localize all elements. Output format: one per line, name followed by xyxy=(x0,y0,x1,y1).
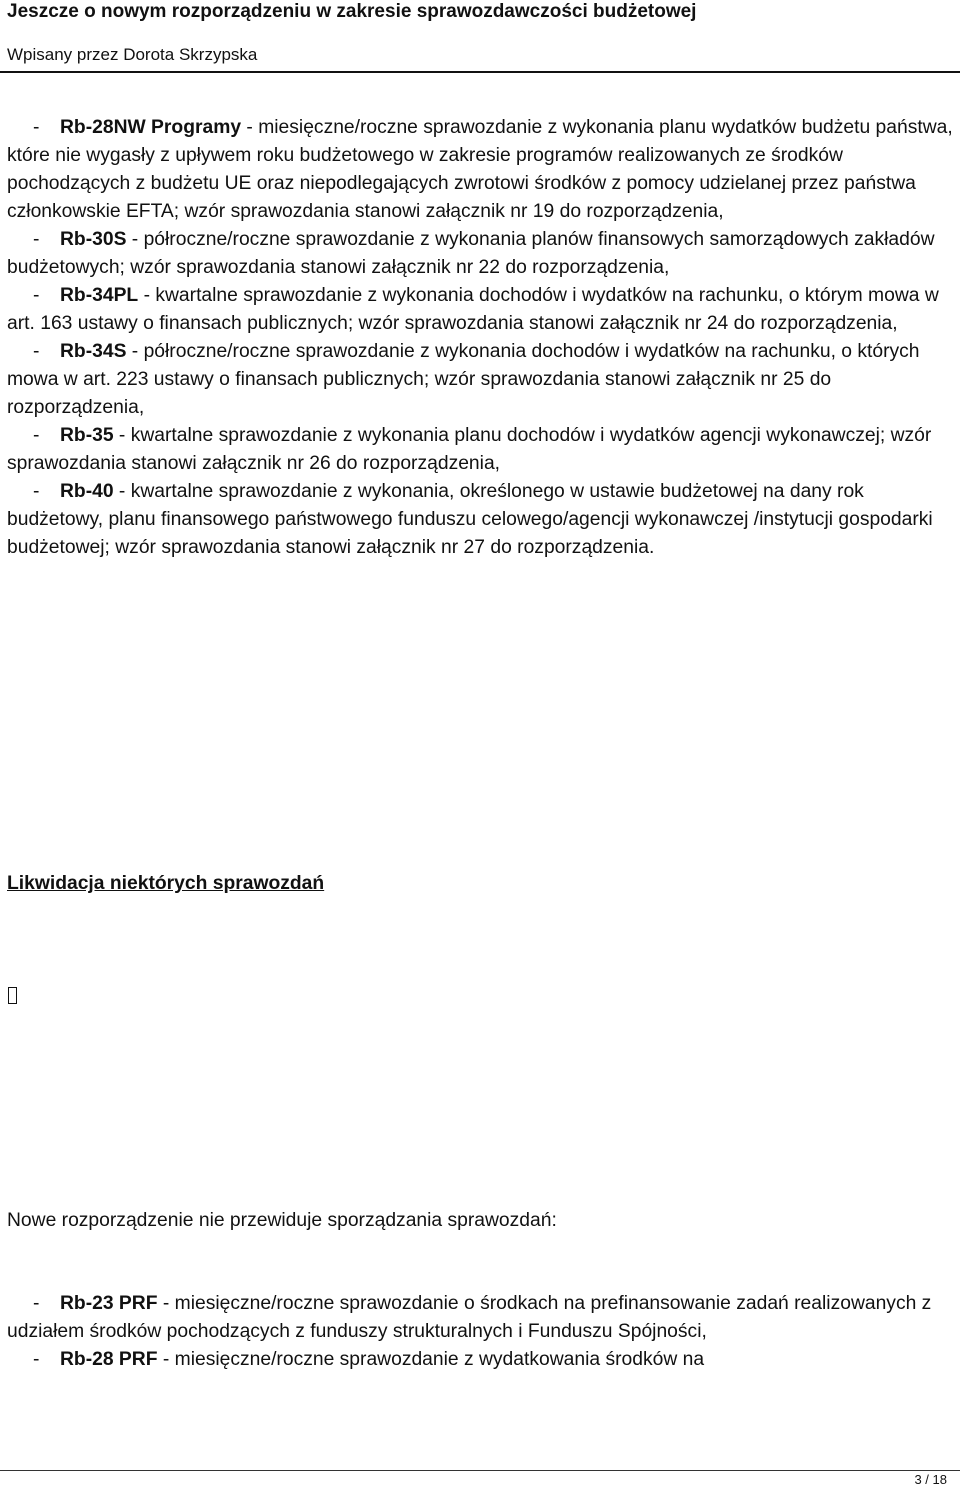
list-item: - Rb-34PL - kwartalne sprawozdanie z wykonania dochodów i wydatków na rachunku, o którym mowa w art. 163 ustawy o finansach publicznych; wzór sprawozdania stanowi załącznik nr 24 do rozporządzenia, xyxy=(7,285,939,334)
report-list-top xyxy=(7,114,955,562)
author-line: Wpisany przez Dorota Skrzypska xyxy=(7,45,258,64)
report-code: Rb-34PL xyxy=(60,285,139,306)
list-item: - Rb-35 - kwartalne sprawozdanie z wykonania planu dochodów i wydatków agencji wykonawczej; wzór sprawozdania stanowi załącznik nr 26 do rozporządzenia, xyxy=(7,425,932,474)
report-code: Rb-23 PRF xyxy=(60,1293,158,1314)
report-code: Rb-40 xyxy=(60,481,114,502)
report-code: Rb-30S xyxy=(60,229,127,250)
report-code: Rb-28 PRF xyxy=(60,1349,158,1370)
report-description: - kwartalne sprawozdanie z wykonania dochodów i wydatków na rachunku, o którym mowa w art. 163 ustawy o finansach publicznych; wzór sprawozdania stanowi załącznik nr 24 do rozporządzenia, xyxy=(7,285,939,334)
list-item: - Rb-28NW Programy - miesięczne/roczne sprawozdanie z wykonania planu wydatków budżetu państwa, które nie wygasły z upływem roku budżetowego w zakresie programów realizowanych ze środków pochodzących z budżetu UE oraz niepodlegających zwrotowi środków z pomocy udzielanej przez państwa członkowskie EFTA; wzór sprawozdania stanowi załącznik nr 19 do rozporządzenia, xyxy=(7,117,953,222)
report-description: - miesięczne/roczne sprawozdanie o środkach na prefinansowanie zadań realizowanych z udziałem środków pochodzących z funduszy strukturalnych i Funduszu Spójności, xyxy=(7,1293,932,1342)
report-description: - miesięczne/roczne sprawozdanie z wydatkowania środków na xyxy=(157,1349,705,1370)
page-number: 3 / 18 xyxy=(914,1472,947,1487)
report-code: Rb-34S xyxy=(60,341,127,362)
report-code: Rb-28NW Programy xyxy=(60,117,242,138)
report-code: Rb-35 xyxy=(60,425,114,446)
footer-divider xyxy=(0,1470,960,1471)
section-heading: Likwidacja niektórych sprawozdań xyxy=(7,873,325,894)
section-intro: Nowe rozporządzenie nie przewiduje sporządzania sprawozdań: xyxy=(7,1210,557,1231)
report-description: - półroczne/roczne sprawozdanie z wykonania planów finansowych samorządowych zakładów budżetowych; wzór sprawozdania stanowi załącznik nr 22 do rozporządzenia, xyxy=(7,229,935,278)
list-item: - Rb-23 PRF - miesięczne/roczne sprawozdanie o środkach na prefinansowanie zadań realizowanych z udziałem środków pochodzących z funduszy strukturalnych i Funduszu Spójności, xyxy=(7,1293,932,1342)
list-item: - Rb-30S - półroczne/roczne sprawozdanie z wykonania planów finansowych samorządowych zakładów budżetowych; wzór sprawozdania stanowi załącznik nr 22 do rozporządzenia, xyxy=(7,229,935,278)
report-description: - miesięczne/roczne sprawozdanie z wykonania planu wydatków budżetu państwa, które nie wygasły z upływem roku budżetowego w zakresie programów realizowanych ze środków pochodzących z budżetu UE oraz niepodlegających zwrotowi środków z pomocy udzielanej przez państwa członkowskie EFTA; wzór sprawozdania stanowi załącznik nr 19 do rozporządzenia, xyxy=(7,117,953,222)
header-divider xyxy=(0,71,960,73)
report-description: - półroczne/roczne sprawozdanie z wykonania dochodów i wydatków na rachunku, o których mowa w art. 223 ustawy o finansach publicznych; wzór sprawozdania stanowi załącznik nr 25 do rozporządzenia, xyxy=(7,341,920,418)
list-item: - Rb-34S - półroczne/roczne sprawozdanie z wykonania dochodów i wydatków na rachunku, o których mowa w art. 223 ustawy o finansach publicznych; wzór sprawozdania stanowi załącznik nr 25 do rozporządzenia, xyxy=(7,341,920,418)
report-list-bottom xyxy=(7,1290,955,1374)
document-title: Jeszcze o nowym rozporządzeniu w zakresie sprawozdawczości budżetowej xyxy=(7,1,697,22)
report-description: - kwartalne sprawozdanie z wykonania planu dochodów i wydatków agencji wykonawczej; wzór sprawozdania stanowi załącznik nr 26 do rozporządzenia, xyxy=(7,425,932,474)
page-header xyxy=(0,0,960,74)
list-item: - Rb-40 - kwartalne sprawozdanie z wykonania, określonego w ustawie budżetowej na dany rok budżetowy, planu finansowego państwowego funduszu celowego/agencji wykonawczej /instytucji gospodarki budżetowej; wzór sprawozdania stanowi załącznik nr 27 do rozporządzenia. xyxy=(7,481,933,558)
report-description: - kwartalne sprawozdanie z wykonania, określonego w ustawie budżetowej na dany rok budżetowy, planu finansowego państwowego funduszu celowego/agencji wykonawczej /instytucji gospodarki budżetowej; wzór sprawozdania stanowi załącznik nr 27 do rozporządzenia. xyxy=(7,481,933,558)
list-item: - Rb-28 PRF - miesięczne/roczne sprawozdanie z wydatkowania środków na xyxy=(33,1349,705,1370)
missing-glyph-icon xyxy=(8,987,17,1004)
